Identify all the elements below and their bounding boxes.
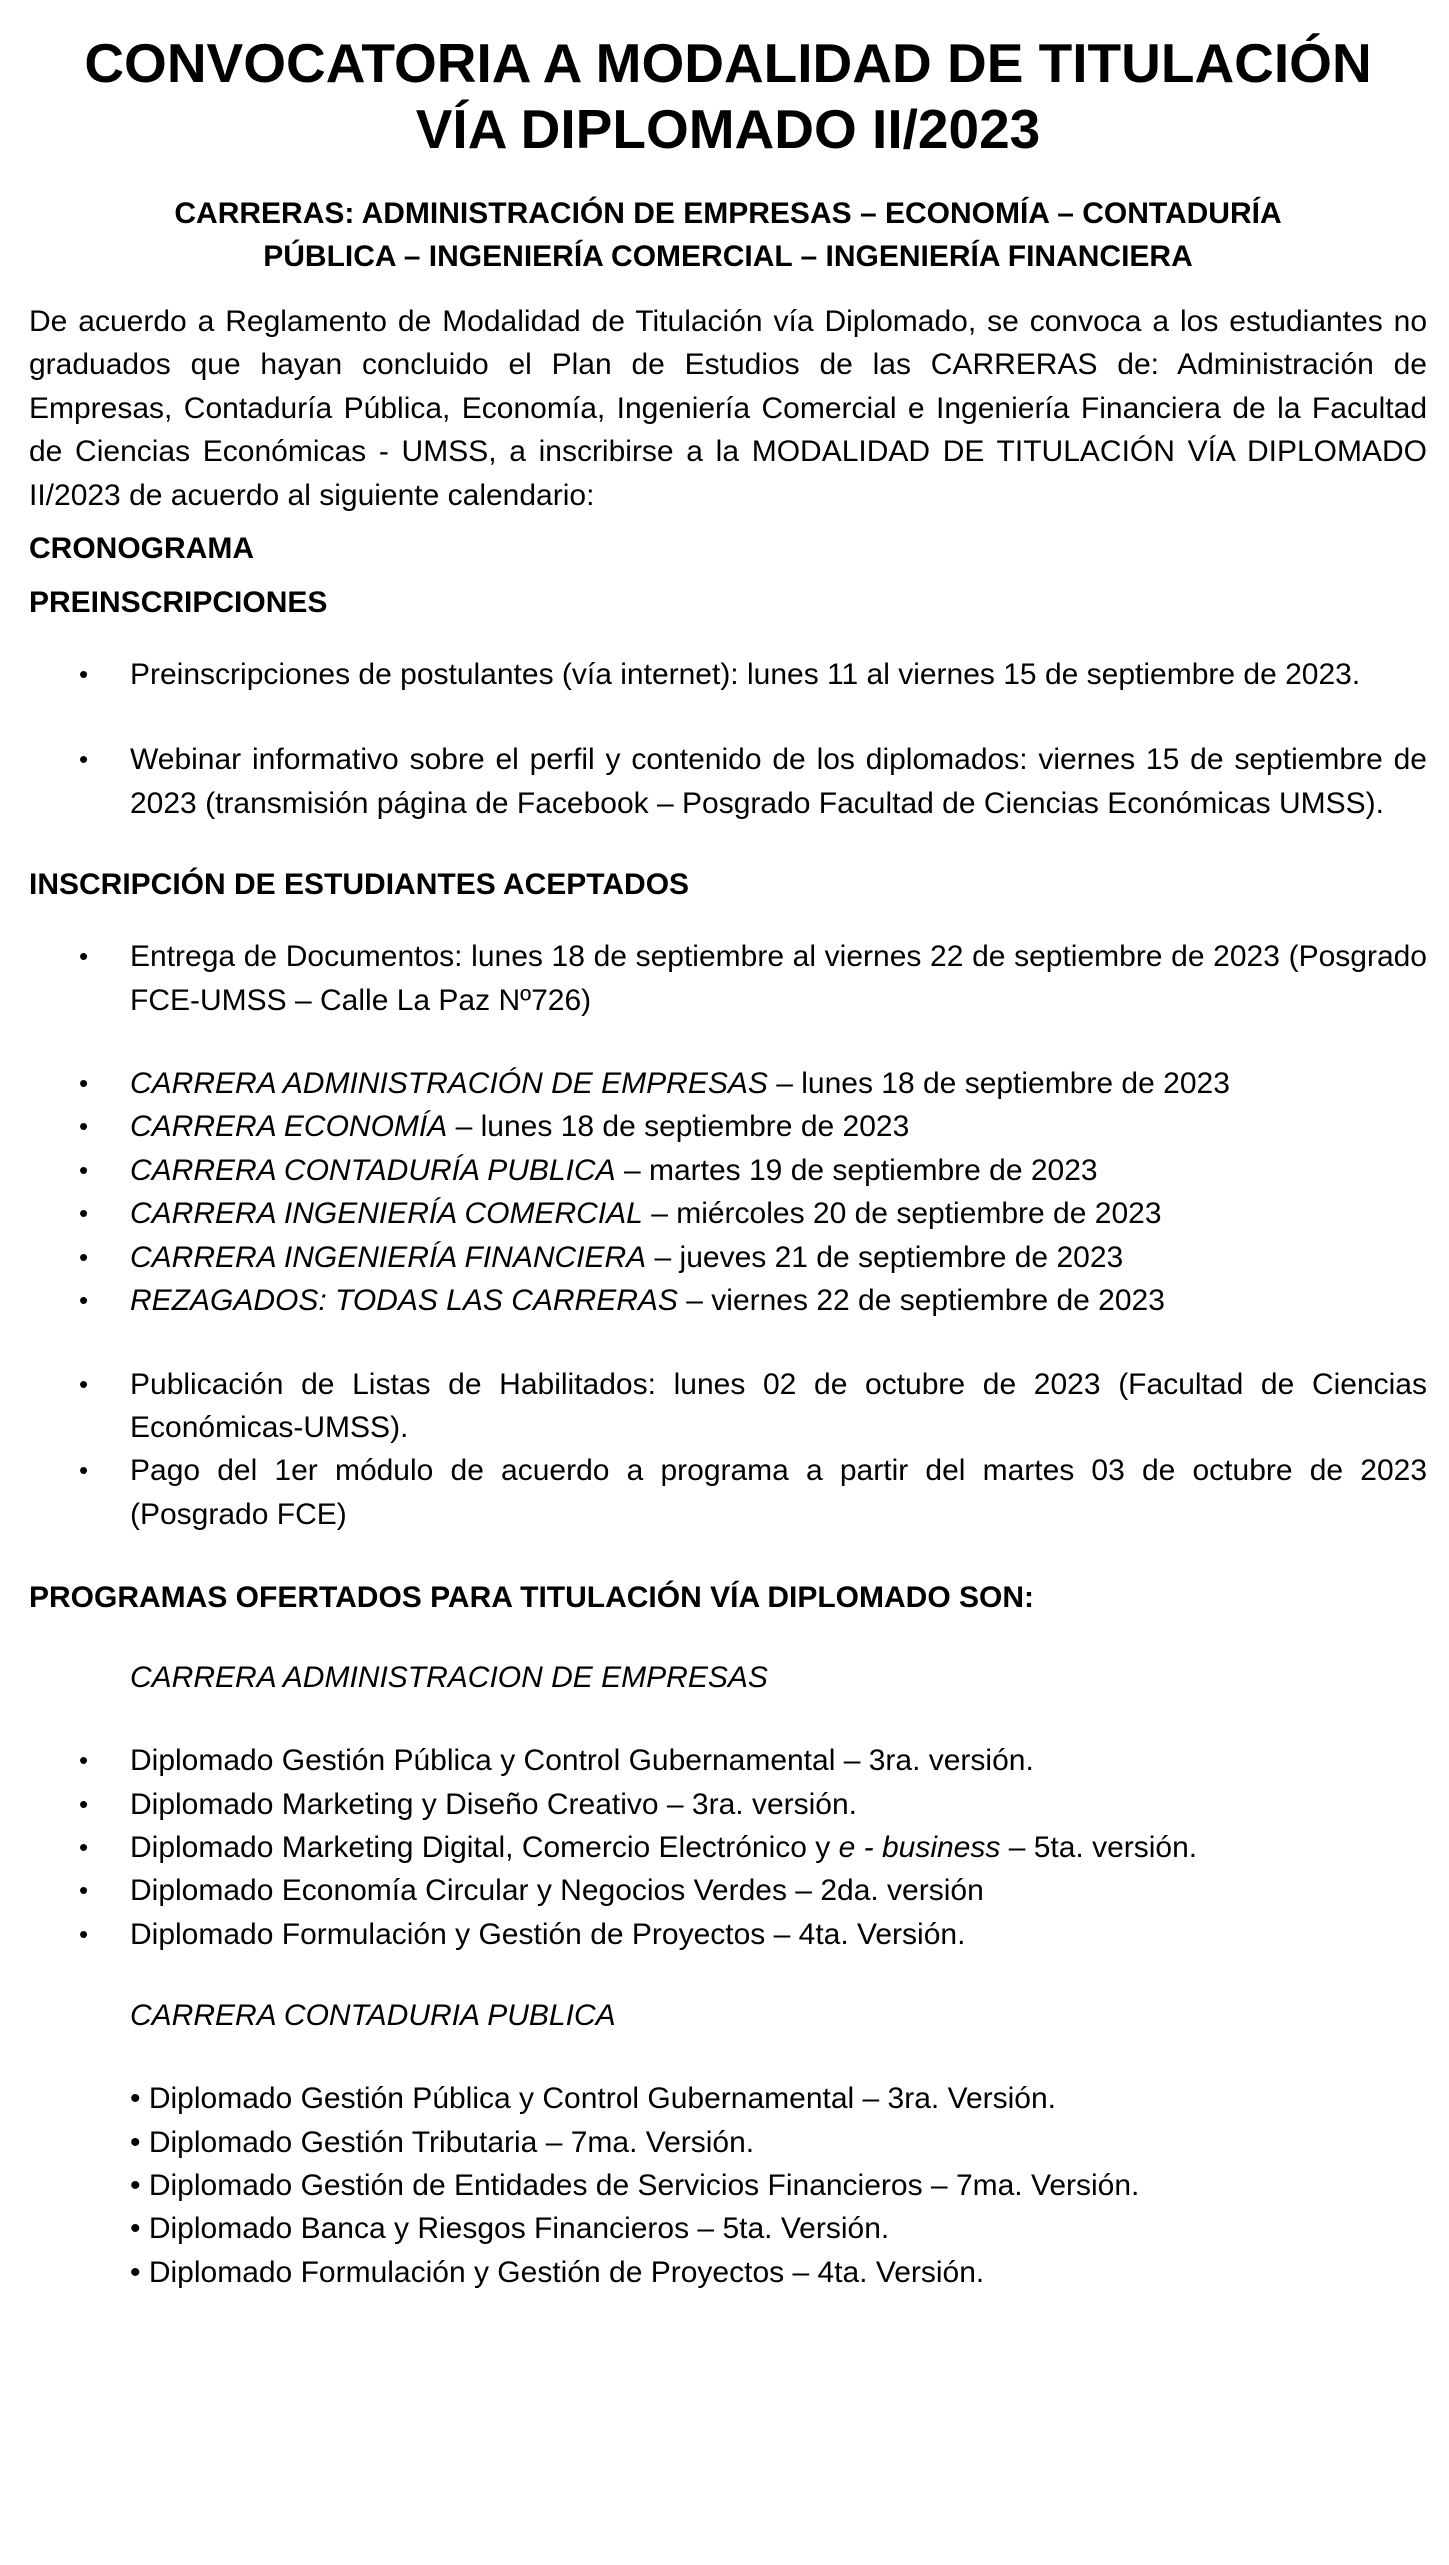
list-item: • Diplomado Formulación y Gestión de Proyectos – 4ta. Versión. (130, 2255, 985, 2289)
career-date: – jueves 21 de septiembre de 2023 (646, 1240, 1124, 1274)
career-name: CARRERA ADMINISTRACIÓN DE EMPRESAS (130, 1067, 768, 1101)
list-item: • Diplomado Gestión Pública y Control Gubernamental – 3ra. Versión. (130, 2082, 1056, 2116)
careers-subtitle (29, 192, 1427, 278)
list-item: • Diplomado Banca y Riesgos Financieros – 5ta. Versión. (130, 2212, 890, 2246)
program-version: – 5ta. versión. (1000, 1830, 1198, 1864)
subtitle-line-2: PÚBLICA – INGENIERÍA COMERCIAL – INGENIERÍA FINANCIERA (263, 240, 1193, 273)
career-title-contaduria: CARRERA CONTADURIA PUBLICA (130, 1999, 616, 2033)
career-date: – lunes 18 de septiembre de 2023 (447, 1110, 910, 1144)
list-item (29, 1062, 1427, 1105)
list-item: • Diplomado Gestión Pública y Control Gubernamental – 3ra. versión. (29, 1739, 1427, 1782)
list-item: • Diplomado Economía Circular y Negocios Verdes – 2da. versión (29, 1869, 1427, 1912)
career-date: – martes 19 de septiembre de 2023 (615, 1153, 1098, 1187)
career-name: CARRERA CONTADURÍA PUBLICA (130, 1153, 616, 1187)
list-item: • Entrega de Documentos: lunes 18 de septiembre al viernes 22 de septiembre de 2023 (Posgrado FCE-UMSS – Calle La Paz Nº726) (29, 935, 1427, 1022)
admin-programs-list (29, 1739, 1427, 1956)
career-name: REZAGADOS: TODAS LAS CARRERAS (130, 1284, 678, 1318)
career-name: CARRERA INGENIERÍA FINANCIERA (130, 1240, 647, 1274)
career-name: CARRERA INGENIERÍA COMERCIAL (130, 1197, 643, 1231)
list-item (29, 1279, 1427, 1322)
inscripcion-list (29, 935, 1427, 1536)
career-date: – miércoles 20 de septiembre de 2023 (642, 1197, 1162, 1231)
heading-inscripcion: INSCRIPCIÓN DE ESTUDIANTES ACEPTADOS (29, 868, 690, 902)
list-item: • Pago del 1er módulo de acuerdo a programa a partir del martes 03 de octubre de 2023 (Posgrado FCE) (29, 1449, 1427, 1536)
list-item (29, 1192, 1427, 1235)
preinscripciones-list (29, 653, 1427, 825)
heading-preinscripciones: PREINSCRIPCIONES (29, 586, 328, 620)
list-item: • Diplomado Marketing y Diseño Creativo – 3ra. versión. (29, 1783, 1427, 1826)
ebusiness-text: e - business (838, 1830, 1001, 1864)
list-item (29, 1236, 1427, 1279)
subtitle-line-1: CARRERAS: ADMINISTRACIÓN DE EMPRESAS – ECONOMÍA – CONTADURÍA (174, 197, 1282, 230)
contaduria-programs-list (29, 2077, 1427, 2294)
list-item (29, 1149, 1427, 1192)
heading-programas: PROGRAMAS OFERTADOS PARA TITULACIÓN VÍA DIPLOMADO SON: (29, 1581, 1034, 1615)
program-text: Diplomado Marketing Digital, Comercio Electrónico y (130, 1830, 839, 1864)
list-item: • Diplomado Gestión Tributaria – 7ma. Versión. (130, 2125, 755, 2159)
list-item: • Webinar informativo sobre el perfil y contenido de los diplomados: viernes 15 de septiembre de 2023 (transmisión página de Facebook – Posgrado Facultad de Ciencias Económicas UMSS). (29, 738, 1427, 825)
title-line-2: VÍA DIPLOMADO II/2023 (415, 98, 1041, 160)
heading-cronograma: CRONOGRAMA (29, 532, 254, 566)
career-title-admin: CARRERA ADMINISTRACION DE EMPRESAS (130, 1661, 768, 1695)
intro-paragraph: De acuerdo a Reglamento de Modalidad de Titulación vía Diplomado, se convoca a los estudiantes no graduados que hayan concluido el Plan de Estudios de las CARRERAS de: Administración de Empresas, Contaduría Pública, Economía, Ingeniería Comercial e Ingeniería Financiera de la Facultad de Ciencias Económicas - UMSS, a inscribirse a la MODALIDAD DE TITULACIÓN VÍA DIPLOMADO II/2023 de acuerdo al siguiente calendario: (29, 305, 1427, 512)
list-item (29, 1826, 1427, 1869)
career-date: – lunes 18 de septiembre de 2023 (767, 1067, 1230, 1101)
list-item: • Preinscripciones de postulantes (vía internet): lunes 11 al viernes 15 de septiembre de 2023. (29, 653, 1427, 696)
list-item (29, 1105, 1427, 1148)
list-item: • Diplomado Formulación y Gestión de Proyectos – 4ta. Versión. (29, 1913, 1427, 1956)
career-date: – viernes 22 de septiembre de 2023 (677, 1284, 1165, 1318)
list-item: • Publicación de Listas de Habilitados: lunes 02 de octubre de 2023 (Facultad de Ciencias Económicas-UMSS). (29, 1363, 1427, 1450)
document-title (29, 30, 1427, 162)
list-item: • Diplomado Gestión de Entidades de Servicios Financieros – 7ma. Versión. (130, 2168, 1140, 2202)
career-name: CARRERA ECONOMÍA (130, 1110, 448, 1144)
title-line-1: CONVOCATORIA A MODALIDAD DE TITULACIÓN (84, 32, 1372, 94)
